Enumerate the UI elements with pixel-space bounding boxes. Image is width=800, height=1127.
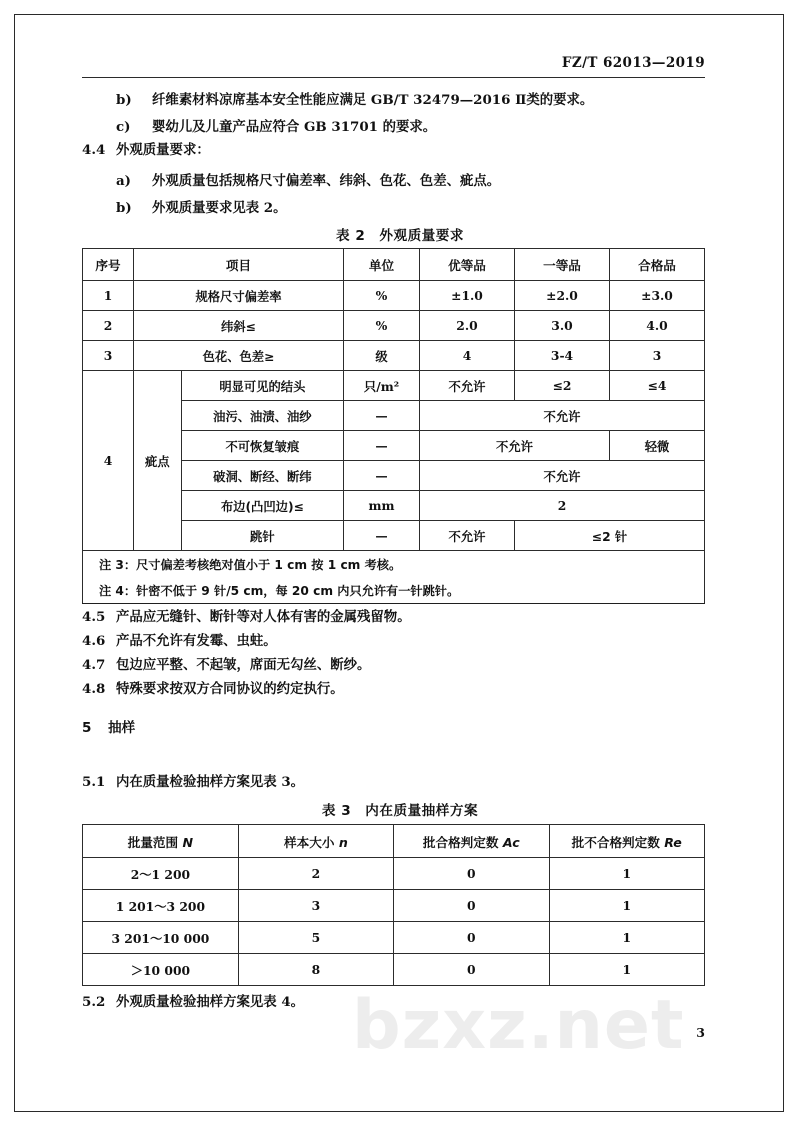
table-row — [83, 954, 705, 986]
list-text: 外观质量包括规格尺寸偏差率、纬斜、色花、色差、疵点。 — [152, 173, 501, 189]
page-header-standard-code: FZ/T 62013—2019 — [561, 55, 705, 71]
th-premium: 优等品 — [420, 249, 515, 281]
page-number: 3 — [696, 1025, 705, 1040]
cell-defect-item: 明显可见的结头 — [181, 371, 343, 401]
header-divider-rule — [82, 77, 705, 78]
th-qualified: 合格品 — [610, 249, 705, 281]
th-sample-size — [238, 825, 393, 858]
table-header-row — [83, 249, 705, 281]
cell-qualified: ≤4 — [610, 371, 705, 401]
clause-text: 外观质量要求： — [116, 142, 210, 158]
clause-number: 4.8 — [82, 681, 106, 697]
cell-qualified: ±3.0 — [610, 281, 705, 311]
th-first: 一等品 — [515, 249, 610, 281]
cell-batch-range: 3 201～10 000 — [83, 922, 239, 954]
table-row — [83, 341, 705, 371]
clause-text: 特殊要求按双方合同协议的约定执行。 — [116, 681, 344, 697]
table-row — [83, 281, 705, 311]
cell-unit: — — [344, 401, 420, 431]
clause-text: 外观质量检验抽样方案见表 4。 — [116, 994, 305, 1010]
cell-unit: 只/m² — [344, 371, 420, 401]
list-item-c-infant-products — [116, 116, 436, 135]
cell-qualified: 4.0 — [610, 311, 705, 341]
cell-premium: 不允许 — [420, 521, 515, 551]
table-2-appearance-quality — [82, 248, 705, 604]
th-label: 批合格判定数 — [422, 834, 499, 850]
cell-sample-size: 2 — [238, 858, 393, 890]
cell-defect-item: 破洞、断经、断纬 — [181, 461, 343, 491]
cell-premium: 不允许 — [420, 371, 515, 401]
section-number: 5 — [82, 720, 92, 736]
cell-accept: 0 — [394, 858, 549, 890]
list-marker: c) — [116, 119, 131, 135]
cell-sample-size: 5 — [238, 922, 393, 954]
cell-accept: 0 — [394, 954, 549, 986]
cell-first: ±2.0 — [515, 281, 610, 311]
clause-number: 5.2 — [82, 994, 106, 1010]
cell-first: 3.0 — [515, 311, 610, 341]
table-2-note-3: 注 3：尺寸偏差考核绝对值小于 1 cm 按 1 cm 考核。 — [83, 551, 705, 578]
clause-number: 4.6 — [82, 633, 106, 649]
clause-4-5 — [82, 610, 411, 625]
cell-defect-item: 跳针 — [181, 521, 343, 551]
clause-5-1 — [82, 775, 304, 790]
list-text: 纤维素材料凉席基本安全性能应满足 GB/T 32479—2016 Ⅱ类的要求。 — [152, 92, 594, 108]
table-note-row — [83, 551, 705, 578]
list-item-a-appearance-scope — [116, 170, 500, 189]
clause-number: 4.5 — [82, 609, 106, 625]
table-header-row — [83, 825, 705, 858]
cell-accept: 0 — [394, 890, 549, 922]
cell-reject: 1 — [549, 922, 705, 954]
cell-merged-value: 2 — [420, 491, 705, 521]
list-item-b-see-table-2 — [116, 197, 287, 216]
cell-batch-range: 1 201～3 200 — [83, 890, 239, 922]
cell-reject: 1 — [549, 954, 705, 986]
cell-first: 3-4 — [515, 341, 610, 371]
cell-batch-range: 2～1 200 — [83, 858, 239, 890]
cell-defect-item: 布边(凸凹边)≤ — [181, 491, 343, 521]
clause-4-8 — [82, 682, 344, 697]
cell-unit: % — [344, 311, 420, 341]
clause-text: 内在质量检验抽样方案见表 3。 — [116, 774, 305, 790]
list-marker: b) — [116, 92, 132, 108]
table-row — [83, 858, 705, 890]
cell-unit: % — [344, 281, 420, 311]
table-2-title: 表 2 外观质量要求 — [336, 228, 464, 244]
th-symbol: n — [338, 834, 348, 850]
cell-unit: mm — [344, 491, 420, 521]
clause-4-6 — [82, 634, 277, 649]
th-unit: 单位 — [344, 249, 420, 281]
cell-defect-item: 油污、油渍、油纱 — [181, 401, 343, 431]
th-label: 批量范围 — [127, 834, 179, 850]
clause-number: 4.4 — [82, 142, 106, 158]
cell-sample-size: 3 — [238, 890, 393, 922]
th-item: 项目 — [134, 249, 344, 281]
list-marker: b) — [116, 200, 132, 216]
table-row — [83, 890, 705, 922]
cell-reject: 1 — [549, 858, 705, 890]
th-symbol: N — [182, 834, 194, 850]
cell-accept: 0 — [394, 922, 549, 954]
table-row — [83, 922, 705, 954]
table-2-note-4: 注 4：针密不低于 9 针/5 cm，每 20 cm 内只允许有一针跳针。 — [83, 577, 705, 604]
cell-merged-value: 不允许 — [420, 461, 705, 491]
cell-unit: 级 — [344, 341, 420, 371]
table-note-row — [83, 577, 705, 604]
table-row-defect-1 — [83, 371, 705, 401]
cell-unit: — — [344, 521, 420, 551]
cell-defect-label: 疵点 — [134, 371, 182, 551]
cell-qualified: 轻微 — [610, 431, 705, 461]
table-3-title: 表 3 内在质量抽样方案 — [321, 803, 479, 819]
cell-item: 规格尺寸偏差率 — [134, 281, 344, 311]
th-accept-number — [394, 825, 549, 858]
table-3-sampling-plan — [82, 824, 705, 986]
list-item-b-fiber-safety — [116, 89, 593, 108]
cell-merged-value: 不允许 — [420, 431, 610, 461]
section-title: 抽样 — [108, 720, 136, 736]
table-row — [83, 311, 705, 341]
cell-premium: 4 — [420, 341, 515, 371]
clause-text: 产品不允许有发霉、虫蛀。 — [116, 633, 277, 649]
list-text: 婴幼儿及儿童产品应符合 GB 31701 的要求。 — [152, 119, 437, 135]
clause-text: 包边应平整、不起皱，席面无勾丝、断纱。 — [116, 657, 371, 673]
cell-sample-size: 8 — [238, 954, 393, 986]
cell-qualified: 3 — [610, 341, 705, 371]
cell-batch-range: ＞10 000 — [83, 954, 239, 986]
cell-seq: 1 — [83, 281, 134, 311]
clause-4-7 — [82, 658, 370, 673]
th-label: 批不合格判定数 — [571, 834, 660, 850]
clause-5-2 — [82, 995, 304, 1010]
cell-item: 纬斜≤ — [134, 311, 344, 341]
th-batch-range — [83, 825, 239, 858]
clause-4-4 — [82, 143, 210, 158]
cell-seq-defect: 4 — [83, 371, 134, 551]
th-symbol: Re — [664, 834, 682, 850]
cell-merged-value: ≤2 针 — [515, 521, 705, 551]
th-reject-number — [549, 825, 705, 858]
cell-merged-value: 不允许 — [420, 401, 705, 431]
list-text: 外观质量要求见表 2。 — [152, 200, 287, 216]
cell-unit: — — [344, 431, 420, 461]
site-watermark: bzxz.net — [352, 986, 685, 1065]
cell-premium: ±1.0 — [420, 281, 515, 311]
th-symbol: Ac — [502, 834, 520, 850]
th-seq: 序号 — [83, 249, 134, 281]
cell-first: ≤2 — [515, 371, 610, 401]
section-5-heading — [82, 716, 135, 736]
clause-text: 产品应无缝针、断针等对人体有害的金属残留物。 — [116, 609, 411, 625]
cell-item: 色花、色差≥ — [134, 341, 344, 371]
cell-defect-item: 不可恢复皱痕 — [181, 431, 343, 461]
th-label: 样本大小 — [284, 834, 335, 850]
cell-seq: 2 — [83, 311, 134, 341]
cell-premium: 2.0 — [420, 311, 515, 341]
clause-number: 5.1 — [82, 774, 106, 790]
clause-number: 4.7 — [82, 657, 106, 673]
cell-reject: 1 — [549, 890, 705, 922]
list-marker: a) — [116, 173, 132, 189]
cell-unit: — — [344, 461, 420, 491]
cell-seq: 3 — [83, 341, 134, 371]
